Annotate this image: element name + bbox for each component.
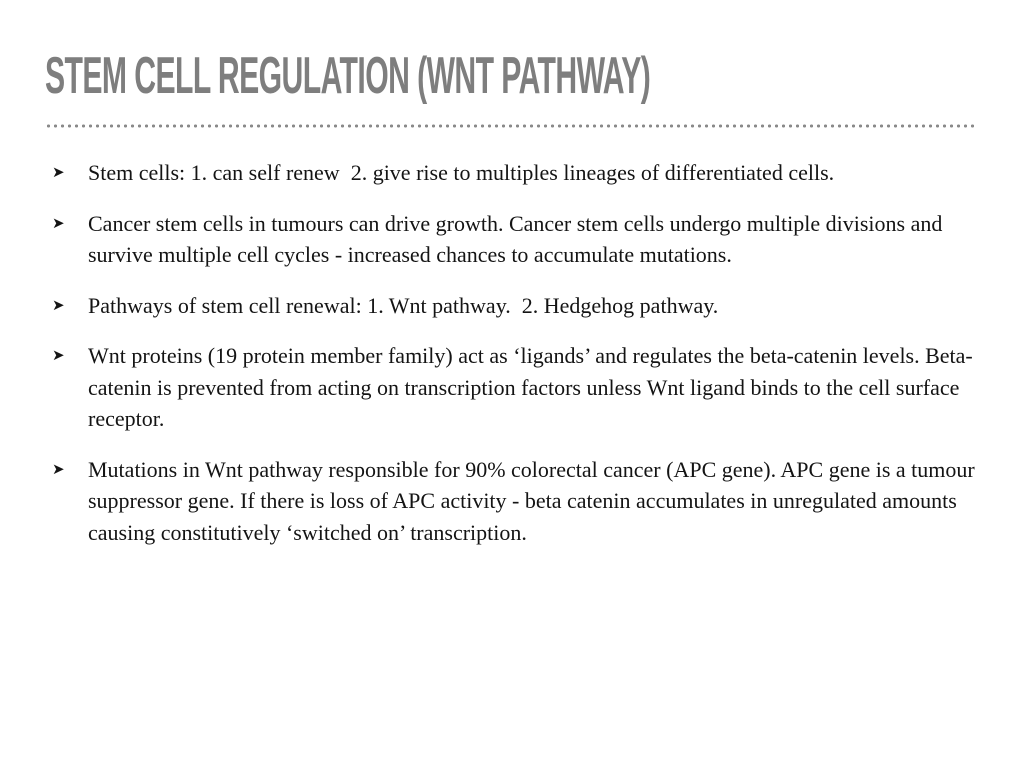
bullet-text: Cancer stem cells in tumours can drive growth. Cancer stem cells undergo multiple divisions and survive multiple cell cycles - increased chances to accumulate mutations. — [88, 210, 943, 267]
arrow-bullet-icon: ➤ — [52, 459, 65, 478]
bullet-item — [45, 157, 978, 189]
bullet-text: Stem cells: 1. can self renew 2. give rise to multiples lineages of differentiated cells. — [88, 160, 835, 185]
bullet-item — [45, 340, 978, 435]
arrow-bullet-icon: ➤ — [52, 213, 65, 232]
arrow-bullet-icon: ➤ — [52, 346, 65, 364]
bullet-item — [45, 290, 978, 322]
bullet-item — [45, 454, 978, 549]
bullet-text: Pathways of stem cell renewal: 1. Wnt pathway. 2. Hedgehog pathway. — [88, 292, 719, 318]
bullet-item — [45, 208, 978, 271]
arrow-bullet-icon: ➤ — [52, 163, 65, 181]
arrow-bullet-icon: ➤ — [52, 295, 65, 314]
bullet-text: Mutations in Wnt pathway responsible for 90% colorectal cancer (APC gene). APC gene is a tumour suppressor gene. If there is loss of APC activity - beta catenin accumulates in unregulated amounts causing constitutively ‘switched on’ transcription. — [88, 456, 975, 545]
slide-title: STEM CELL REGULATION (WNT PATHWAY) — [45, 47, 651, 105]
dotted-divider — [45, 124, 978, 128]
bullet-text: Wnt proteins (19 protein member family) act as ‘ligands’ and regulates the beta-catenin levels. Beta-catenin is prevented from acting on transcription factors unless Wnt ligand binds to the cell surface receptor. — [88, 343, 973, 431]
bullet-list — [45, 157, 978, 548]
